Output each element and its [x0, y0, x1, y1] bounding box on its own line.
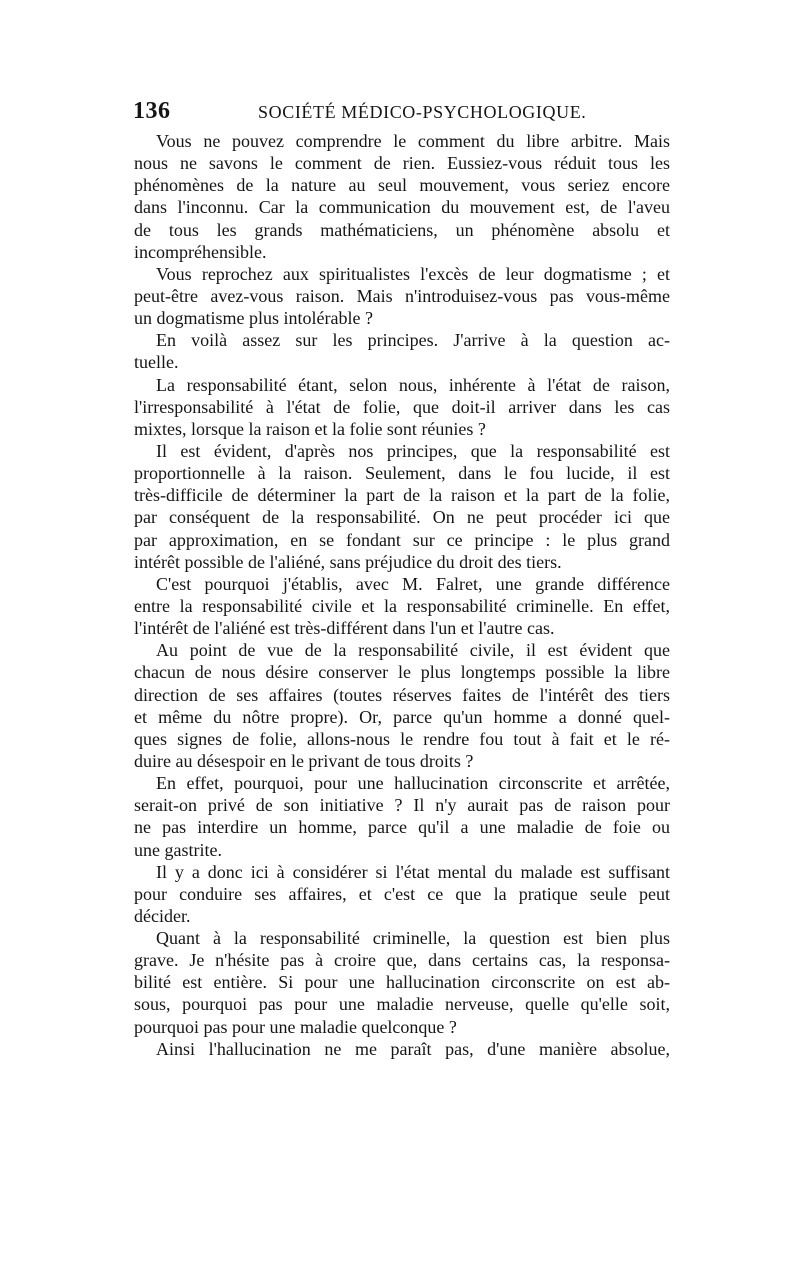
page-number: 136 [133, 98, 171, 124]
text-line: C'est pourquoi j'établis, avec M. Falret, une grande différence [156, 573, 670, 594]
text-line: par approximation, en se fondant sur ce principe : le plus grand [134, 529, 670, 550]
text-line: et même du nôtre propre). Or, parce qu'un homme a donné quel- [134, 706, 670, 727]
text-line: très-difficile de déterminer la part de la raison et la part de la folie, [134, 485, 670, 506]
text-line: une gastrite. [134, 839, 222, 860]
text-line: nous ne savons le comment de rien. Eussiez-vous réduit tous les [134, 153, 670, 174]
text-line: La responsabilité étant, selon nous, inhérente à l'état de raison, [156, 374, 670, 395]
text-line: un dogmatisme plus intolérable ? [134, 308, 373, 329]
text-line: Il y a donc ici à considérer si l'état mental du malade est suffisant [156, 861, 670, 882]
text-line: phénomènes de la nature au seul mouvement, vous seriez encore [134, 175, 670, 196]
text-line: pour conduire ses affaires, et c'est ce que la pratique seule peut [134, 883, 670, 904]
text-line: Vous ne pouvez comprendre le comment du libre arbitre. Mais [156, 131, 670, 151]
text-line: Ainsi l'hallucination ne me paraît pas, d'une manière absolue, [156, 1038, 670, 1059]
text-line: dans l'inconnu. Car la communication du mouvement est, de l'aveu [134, 197, 670, 218]
text-line: serait-on privé de son initiative ? Il n'y aurait pas de raison pour [134, 795, 670, 816]
text-line: direction de ses affaires (toutes réserves faites de l'intérêt des tiers [134, 684, 670, 705]
text-line: Au point de vue de la responsabilité civile, il est évident que [156, 640, 670, 661]
text-line: pourquoi pas pour une maladie quelconque ? [134, 1016, 457, 1037]
text-line: Il est évident, d'après nos principes, que la responsabilité est [156, 440, 670, 461]
text-line: Quant à la responsabilité criminelle, la question est bien plus [156, 928, 670, 949]
text-line: entre la responsabilité civile et la responsabilité criminelle. En effet, [134, 595, 670, 616]
text-line: l'intérêt de l'aliéné est très-différent dans l'un et l'autre cas. [134, 618, 555, 639]
text-line: proportionnelle à la raison. Seulement, dans le fou lucide, il est [134, 463, 670, 484]
text-line: En voilà assez sur les principes. J'arrive à la question ac- [156, 330, 670, 351]
text-line: ne pas interdire un homme, parce qu'il a une maladie de foie ou [134, 817, 670, 838]
text-line: Vous reprochez aux spiritualistes l'excès de leur dogmatisme ; et [156, 263, 670, 284]
text-line: sous, pourquoi pas pour une maladie nerveuse, quelle qu'elle soit, [134, 994, 670, 1015]
text-line: décider. [134, 905, 191, 926]
text-line: ques signes de folie, allons-nous le rendre fou tout à fait et le ré- [134, 728, 670, 749]
text-line: de tous les grands mathématiciens, un phénomène absolu et [134, 219, 670, 240]
text-line: grave. Je n'hésite pas à croire que, dans certains cas, la responsa- [134, 950, 670, 971]
text-line: intérêt possible de l'aliéné, sans préjudice du droit des tiers. [134, 551, 562, 572]
page-header [133, 98, 669, 126]
running-title: SOCIÉTÉ MÉDICO-PSYCHOLOGIQUE. [258, 102, 587, 122]
text-line: duire au désespoir en le privant de tous droits ? [134, 750, 474, 771]
text-line: par conséquent de la responsabilité. On ne peut procéder ici que [134, 507, 670, 528]
text-line: l'irresponsabilité à l'état de folie, que doit-il arriver dans les cas [134, 396, 670, 417]
text-line: tuelle. [134, 352, 179, 373]
text-line: incompréhensible. [134, 241, 267, 262]
text-line: bilité est entière. Si pour une hallucination circonscrite on est ab- [134, 972, 670, 993]
text-line: En effet, pourquoi, pour une hallucination circonscrite et arrêtée, [156, 773, 670, 794]
text-line: peut-être avez-vous raison. Mais n'introduisez-vous pas vous-même [134, 285, 670, 306]
body-text [134, 130, 670, 1060]
text-line: chacun de nous désire conserver le plus longtemps possible la libre [134, 662, 670, 683]
text-line: mixtes, lorsque la raison et la folie sont réunies ? [134, 418, 486, 439]
